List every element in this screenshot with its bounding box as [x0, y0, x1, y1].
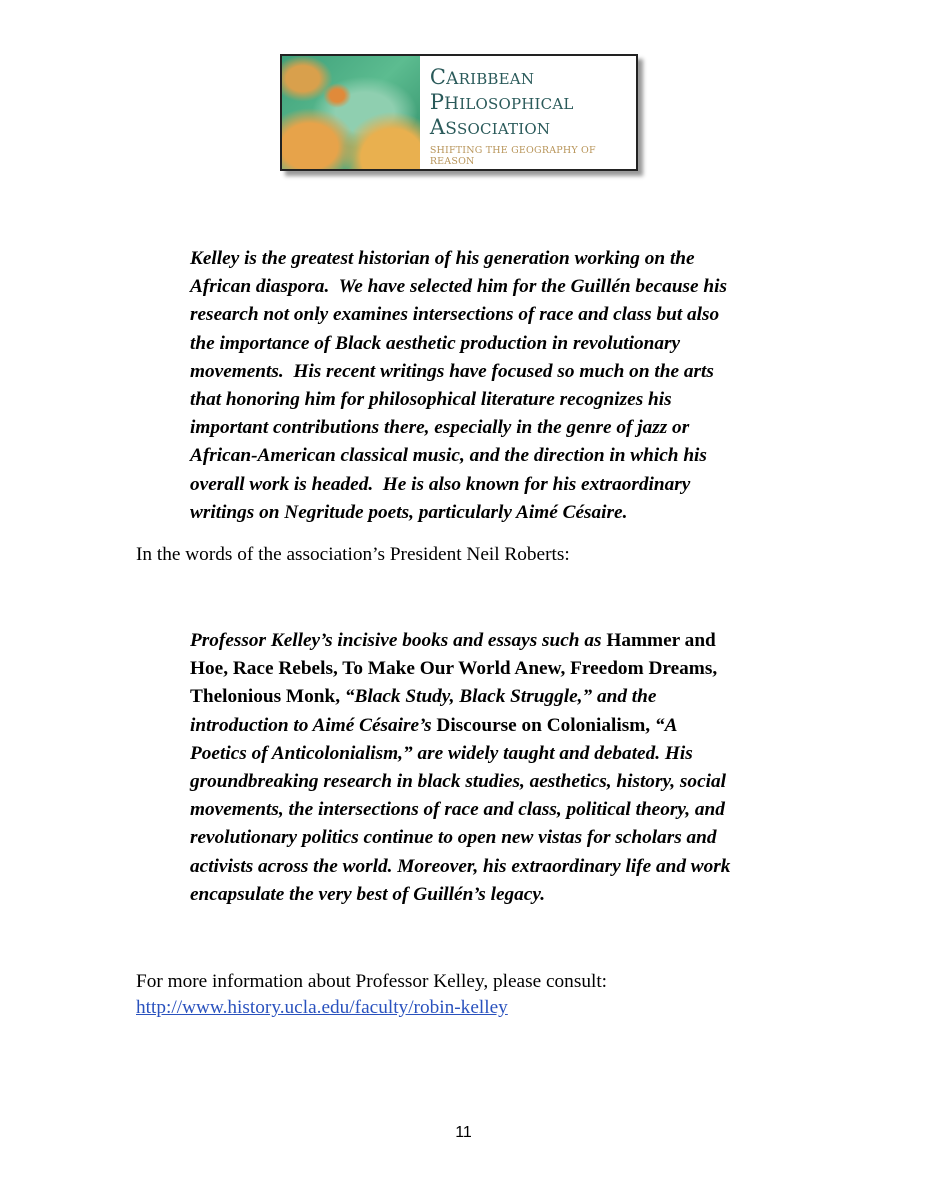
- quote-line: [190, 273, 830, 301]
- quote-line: [190, 712, 830, 740]
- quote-line: [190, 499, 830, 527]
- quote-text: African-American classical music, and the direction in which his: [190, 445, 707, 467]
- quote-text: Poetics of Anticolonialism,” are widely taught and debated. His: [190, 742, 693, 764]
- more-info-text: For more information about Professor Kelley, please consult:: [136, 971, 608, 992]
- quote-line: [190, 358, 830, 386]
- caribbean-philosophical-association-logo: [280, 54, 638, 171]
- quote-line: [190, 768, 830, 796]
- quote-line: [190, 824, 830, 852]
- quote-line: [190, 853, 830, 881]
- logo-line: ASSOCIATION: [429, 115, 551, 139]
- quote-text: groundbreaking research in black studies, aesthetics, history, social: [190, 771, 726, 793]
- quote-text: African diaspora. We have selected him for the Guillén because his: [190, 276, 728, 298]
- quote-text: the importance of Black aesthetic production in revolutionary: [190, 332, 681, 354]
- logo-line: PHILOSOPHICAL: [429, 90, 574, 114]
- quote-line: [190, 471, 830, 499]
- quote-text: activists across the world. Moreover, his extraordinary life and work: [190, 855, 731, 877]
- quote-line: [190, 740, 830, 768]
- work-title: Hoe, Race Rebels, To Make Our World Anew, Freedom Dreams,: [190, 658, 718, 680]
- quote-text: encapsulate the very best of Guillén’s legacy.: [190, 883, 546, 905]
- logo-line: CARIBBEAN: [429, 65, 535, 89]
- quote-line: [190, 796, 830, 824]
- president-quote: [190, 627, 830, 909]
- faculty-profile-link[interactable]: http://www.history.ucla.edu/faculty/robin-kelley: [136, 997, 508, 1018]
- quote-line: [190, 442, 830, 470]
- quote-line: [190, 386, 830, 414]
- quote-text: “Black Study, Black Struggle,” and the: [344, 686, 657, 708]
- quote-text: research not only examines intersections of race and class but also: [190, 304, 720, 326]
- intro-text: In the words of the association’s President Neil Roberts:: [136, 544, 570, 565]
- caribbean-map-image: [282, 56, 420, 169]
- quote-text: that honoring him for philosophical literature recognizes his: [190, 389, 672, 411]
- quote-line: [190, 655, 830, 683]
- logo-tagline: SHIFTING THE GEOGRAPHY OF REASON: [429, 145, 596, 167]
- quote-line: [190, 627, 830, 655]
- quote-line: [190, 683, 830, 711]
- quote-text: movements, the intersections of race and class, political theory, and: [190, 799, 725, 821]
- quote-text: writings on Negritude poets, particularly Aimé Césaire.: [190, 501, 628, 523]
- quote-text: important contributions there, especially in the genre of jazz or: [190, 417, 690, 439]
- quote-line: [190, 245, 830, 273]
- work-title: Thelonious Monk,: [190, 686, 345, 708]
- quote-text: overall work is headed. He is also known for his extraordinary: [190, 473, 691, 495]
- quote-text: Professor Kelley’s incisive books and essays such as: [190, 630, 607, 651]
- quote-text: revolutionary politics continue to open new vistas for scholars and: [190, 827, 717, 849]
- selection-committee-quote: [190, 245, 830, 527]
- logo-wordmark: [420, 56, 636, 169]
- quote-text: Kelley is the greatest historian of his generation working on the: [190, 248, 695, 269]
- work-title: Hammer and: [606, 630, 716, 651]
- quote-text: introduction to Aimé Césaire’s: [190, 714, 437, 736]
- quote-line: [190, 301, 830, 329]
- quote-line: [190, 414, 830, 442]
- quote-text: movements. His recent writings have focused so much on the arts: [190, 360, 714, 382]
- quote-text: “A: [650, 714, 678, 736]
- work-title: Discourse on Colonialism,: [436, 714, 651, 736]
- quote-line: [190, 881, 830, 909]
- quote-line: [190, 330, 830, 358]
- page-number: 11: [455, 1124, 472, 1141]
